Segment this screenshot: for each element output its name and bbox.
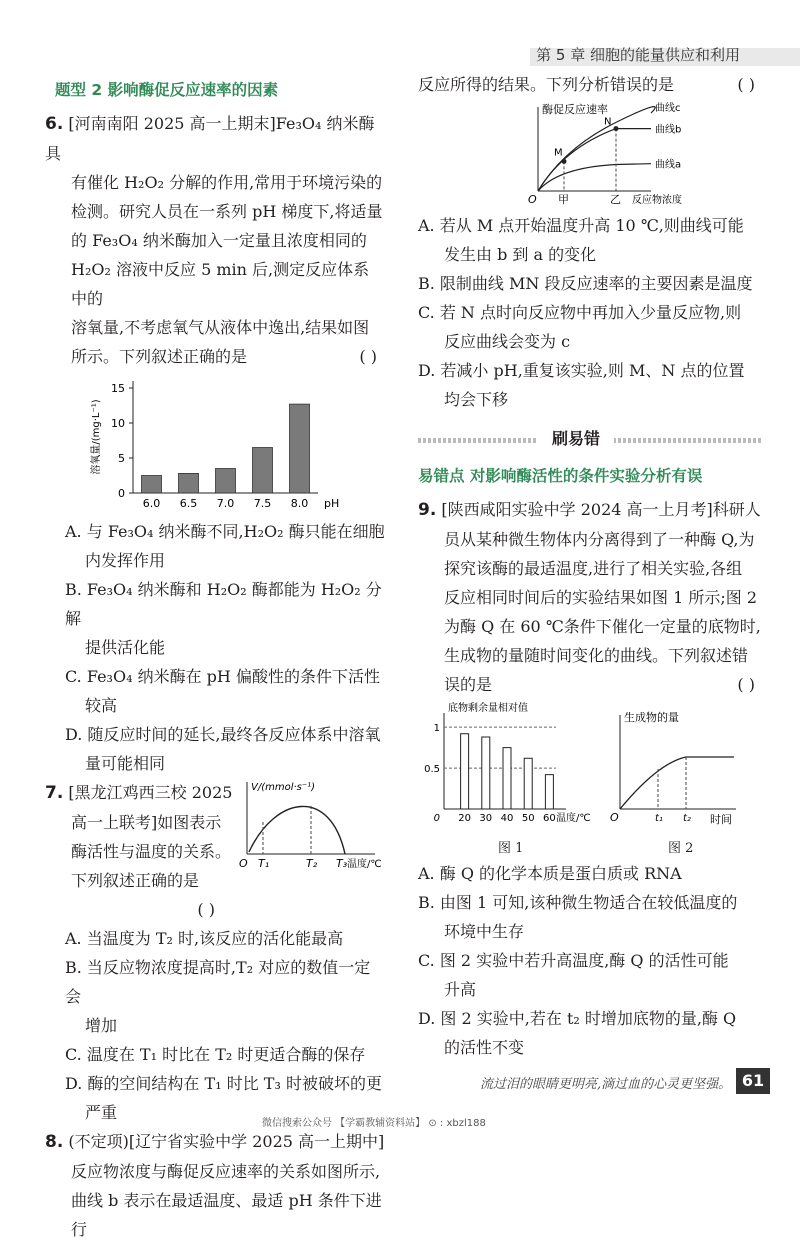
y-axis-label: V/(mmol·s⁻¹) — [251, 782, 316, 793]
q8-line: 反应所得的结果。下列分析错误的是 ( ) — [418, 70, 763, 99]
y-axis-label: 酶促反应速率 — [541, 103, 608, 116]
banner-title: 刷易错 — [538, 424, 614, 454]
x-axis-label: 反应物浓度 — [631, 195, 682, 206]
option-a-cont: 发生由 b 到 a 的变化 — [444, 245, 597, 264]
bar — [503, 748, 511, 809]
option-c: C. 图 2 实验中若升高温度,酶 Q 的活性可能 — [418, 951, 729, 970]
option-c-cont: 较高 — [85, 696, 118, 715]
product-curve — [620, 757, 734, 809]
option-a: A. 当温度为 T₂ 时,该反应的活化能最高 — [65, 929, 344, 948]
bar — [524, 758, 532, 809]
q9-fig1-bar-chart — [418, 699, 593, 831]
question-8 — [45, 1127, 385, 1244]
x-tick-label: 7.5 — [253, 497, 272, 510]
x-axis-label: pH — [324, 497, 340, 510]
point-n — [613, 126, 618, 131]
x-tick-label: 60 — [543, 813, 556, 824]
option-d-cont: 的活性不变 — [444, 1038, 525, 1057]
bar — [545, 775, 553, 809]
option-d: D. 酶的空间结构在 T₁ 时比 T₃ 时被破坏的更 — [65, 1074, 382, 1093]
x-tick-label: t₂ — [683, 813, 691, 824]
option-d: D. 图 2 实验中,若在 t₂ 时增加底物的量,酶 Q — [418, 1009, 737, 1028]
q9-line: 误的是 ( ) — [418, 670, 763, 699]
fig1-caption: 图 1 — [498, 841, 524, 856]
answer-paren: ( ) — [737, 75, 755, 94]
option-a: A. 酶 Q 的化学本质是蛋白质或 RNA — [418, 864, 682, 883]
x-tick-label: 6.5 — [179, 497, 198, 510]
error-prone-banner — [418, 424, 763, 456]
q6-line: 的 Fe₃O₄ 纳米酶加入一定量且浓度相同的 — [71, 231, 367, 250]
bar — [142, 476, 162, 494]
x-tick-label: 40 — [500, 813, 514, 824]
option-d: D. 若减小 pH,重复该实验,则 M、N 点的位置 — [418, 361, 745, 380]
right-column — [418, 70, 763, 1062]
q7-line: 酶活性与温度的关系。 — [71, 842, 232, 861]
bar — [461, 734, 469, 809]
q7-options — [45, 924, 385, 1127]
q6-line: 检测。研究人员在一系列 pH 梯度下,将适量 — [71, 202, 383, 221]
q8-line: 反应物浓度与酶促反应速率的关系如图所示, — [71, 1162, 381, 1181]
q6-line: 溶氧量,不考虑氧气从液体中逸出,结果如图 — [71, 318, 370, 337]
origin-label: O — [527, 193, 537, 206]
option-a: A. 若从 M 点开始温度升高 10 ℃,则曲线可能 — [418, 216, 744, 235]
left-column — [45, 70, 385, 1244]
curve-label: 曲线b — [654, 124, 681, 136]
q6-options — [45, 517, 385, 778]
x-tick-label: 20 — [458, 813, 471, 824]
option-b: B. 限制曲线 MN 段反应速率的主要因素是温度 — [418, 274, 753, 293]
footer-motto: 流过泪的眼睛更明亮,滴过血的心灵更坚强。 — [480, 1077, 732, 1092]
q7-number: 7. — [45, 783, 64, 803]
point-label: N — [603, 116, 611, 128]
q6-line: 6. [河南南阳 2025 高一上期末]Fe₃O₄ 纳米酶具 — [45, 114, 375, 163]
bar — [290, 404, 310, 493]
q8-line: 曲线 b 表示在最适温度、最适 pH 条件下进行 — [71, 1191, 382, 1239]
q9-figures — [418, 699, 763, 859]
y-axis-label: 底物剩余量相对值 — [448, 703, 528, 714]
section-heading: 题型 2 影响酶促反应速率的因素 — [55, 81, 279, 99]
option-a-cont: 内发挥作用 — [85, 551, 166, 570]
option-c: C. Fe₃O₄ 纳米酶在 pH 偏酸性的条件下活性 — [65, 667, 380, 686]
y-axis-label: 生成物的量 — [624, 711, 679, 724]
activity-curve — [249, 806, 345, 854]
option-b-cont: 增加 — [85, 1016, 118, 1035]
bar — [253, 448, 273, 494]
bar — [179, 473, 199, 493]
q6-line: 所示。下列叙述正确的是 ( ) — [45, 342, 385, 371]
x-tick-label: 6.0 — [142, 497, 161, 510]
option-a: A. 与 Fe₃O₄ 纳米酶不同,H₂O₂ 酶只能在细胞 — [65, 522, 385, 541]
x-tick-label: T₂ — [306, 857, 318, 870]
q9-line: 探究该酶的最适温度,进行了相关实验,各组 — [444, 559, 743, 578]
y-tick-label: 0 — [118, 487, 125, 500]
answer-paren: ( ) — [197, 900, 215, 919]
x-axis-label: 温度/℃ — [556, 813, 591, 824]
y-tick-label: 5 — [118, 452, 125, 465]
x-tick-label: T₃ — [336, 857, 348, 870]
q9-line: 生成物的量随时间变化的曲线。下列叙述错 — [444, 646, 749, 665]
option-d: D. 随反应时间的延长,最终各反应体系中溶氧 — [65, 725, 381, 744]
point-m — [561, 159, 566, 164]
y-tick-label: 1 — [433, 723, 440, 735]
q6-bar-chart — [85, 371, 345, 517]
y-tick-label: 10 — [111, 417, 125, 430]
q6-line: H₂O₂ 溶液中反应 5 min 后,测定反应体系中的 — [71, 260, 370, 308]
x-tick-label: 30 — [479, 813, 493, 824]
q8-line: 8. (不定项)[辽宁省实验中学 2025 高一上期中] — [45, 1132, 385, 1152]
page-number: 61 — [736, 1068, 770, 1094]
option-d-cont: 均会下移 — [444, 390, 509, 409]
q7-line-chart — [235, 776, 385, 876]
option-d-cont: 量可能相同 — [85, 754, 166, 773]
option-c-cont: 反应曲线会变为 c — [444, 332, 571, 351]
curve-b — [538, 129, 651, 191]
answer-paren: ( ) — [359, 347, 377, 366]
x-tick-label: 乙 — [609, 193, 621, 206]
curve-label: 曲线a — [654, 159, 681, 171]
option-b: B. Fe₃O₄ 纳米酶和 H₂O₂ 酶都能为 H₂O₂ 分解 — [65, 580, 382, 628]
option-b-cont: 环境中生存 — [444, 922, 525, 941]
question-7 — [45, 778, 385, 1127]
y-axis-label: 溶氧量/(mg·L⁻¹) — [91, 399, 102, 475]
y-tick-label: 0.5 — [424, 764, 440, 776]
point-label: M — [553, 147, 563, 159]
section-heading: 易错点 对影响酶活性的条件实验分析有误 — [418, 467, 703, 485]
q9-line: 反应相同时间后的实验结果如图 1 所示;图 2 — [444, 588, 758, 607]
question-9 — [418, 495, 763, 1062]
x-axis-label: 温度/℃ — [347, 859, 382, 870]
chapter-title: 第 5 章 细胞的能量供应和利用 — [536, 46, 740, 64]
x-tick-label: t₁ — [655, 813, 663, 824]
option-c: C. 温度在 T₁ 时比在 T₂ 时更适合酶的保存 — [65, 1045, 366, 1064]
origin-label: O — [610, 811, 619, 824]
q8-number: 8. — [45, 1132, 64, 1152]
option-d-cont: 严重 — [85, 1103, 118, 1122]
x-tick-label: 8.0 — [290, 497, 309, 510]
question-6 — [45, 109, 385, 778]
q8-options — [418, 211, 763, 414]
q9-line: 为酶 Q 在 60 ℃条件下催化一定量的底物时, — [444, 617, 761, 636]
option-b: B. 当反应物浓度提高时,T₂ 对应的数值一定会 — [65, 958, 371, 1006]
curve-label: 曲线c — [654, 103, 680, 114]
origin-label: 0 — [433, 813, 440, 824]
bar — [216, 469, 236, 494]
option-c: C. 若 N 点时向反应物中再加入少量反应物,则 — [418, 303, 742, 322]
x-tick-label: 7.0 — [216, 497, 235, 510]
q9-line: 9. [陕西咸阳实验中学 2024 高一上月考]科研人 — [418, 500, 761, 520]
option-b-cont: 提供活化能 — [85, 638, 166, 657]
x-tick-label: 50 — [521, 813, 535, 824]
x-tick-label: 甲 — [557, 193, 569, 206]
q9-number: 9. — [418, 500, 437, 520]
q6-number: 6. — [45, 114, 64, 134]
q7-line: 高一上联考]如图表示 — [71, 813, 222, 832]
x-axis-label: 时间 — [710, 813, 732, 826]
bar — [482, 737, 490, 809]
q7-line: 7. [黑龙江鸡西三校 2025 — [45, 783, 233, 803]
q8-line-chart — [456, 99, 726, 211]
q6-line: 有催化 H₂O₂ 分解的作用,常用于环境污染的 — [71, 173, 383, 192]
option-b: B. 由图 1 可知,该种微生物适合在较低温度的 — [418, 893, 738, 912]
option-c-cont: 升高 — [444, 980, 477, 999]
q9-fig2-line-chart — [608, 699, 758, 831]
answer-paren: ( ) — [737, 675, 755, 694]
x-tick-label: T₁ — [258, 857, 270, 870]
origin-label: O — [239, 857, 248, 870]
page-header — [0, 0, 800, 68]
watermark-text: 微信搜索公众号 【学霸教辅资料站】 ⊙ : xbzl188 — [262, 1118, 486, 1129]
y-tick-label: 15 — [111, 382, 125, 395]
q9-options — [418, 859, 763, 1062]
q9-line: 员从某种微生物体内分离得到了一种酶 Q,为 — [444, 530, 755, 549]
q7-line: 下列叙述正确的是 — [71, 871, 200, 890]
fig2-caption: 图 2 — [668, 841, 694, 856]
